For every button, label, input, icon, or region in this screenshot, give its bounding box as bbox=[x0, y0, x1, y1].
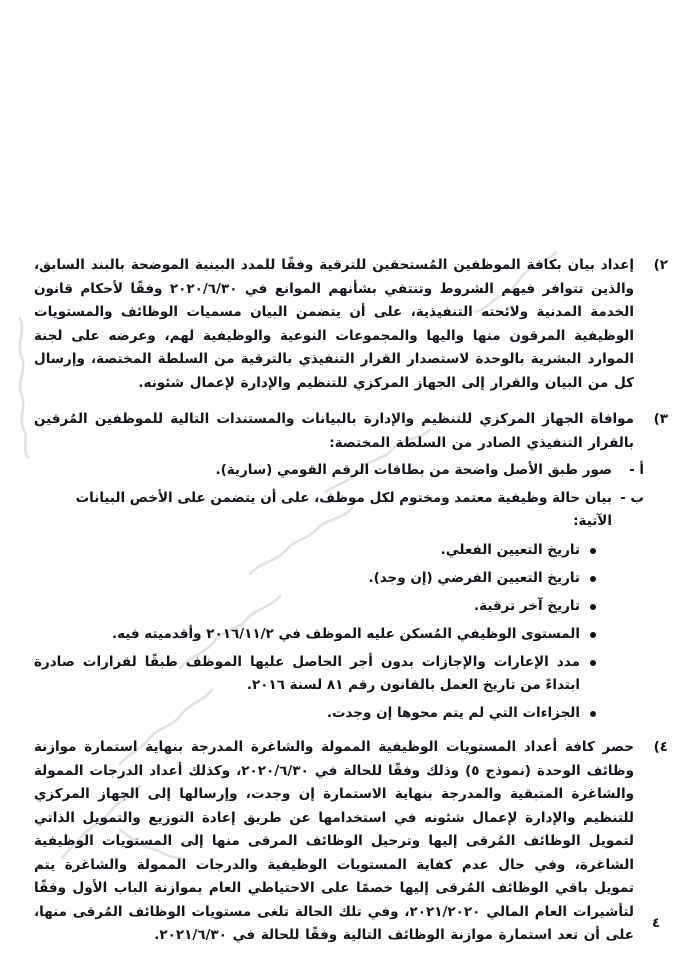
bullet-text: تاريخ آخر ترقية. bbox=[474, 597, 580, 614]
bullet-item bbox=[34, 651, 596, 698]
item-4-text: حصر كافة أعداد المستويات الوظيفية الممولة والشاغرة المدرجة بنهاية استمارة موازنة وظائف الوحدة (نموذج ٥) وذلك وفقًا للحالة في ٢٠٢٠/٦/٣٠، وكذلك أعداد الدرجات الممولة والشاغرة المتبقية والمدرجة بنهاية الاستمارة إن وجدت، وإرسالها إلى الجهاز المركزي للتنظيم والإدارة لإعمال شئونه في استخدامها عن طريق إعادة التوزيع والتمويل الذاتي لتمويل الوظائف المُرقى إليها وترحيل الوظائف المرقى منها إلى المستويات الوظيفية الشاغرة، وفي حال عدم كفاية المستويات الوظيفية والدرجات الممولة والشاغرة يتم تمويل باقي الوظائف المُرقى إليها خصمًا على الاحتياطي العام بموازنة الباب الأول وفقًا لتأشيرات العام المالي ٢٠٢١/٢٠٢٠، وفي تلك الحالة تلغى مستويات الوظائف المُرقى منها، على أن تعد استمارة موازنة الوظائف التالية وفقًا للحالة في ٢٠٢١/٦/٣٠. bbox=[34, 739, 634, 943]
bullet-dot-icon bbox=[590, 660, 596, 666]
sub-item-b-text: بيان حالة وظيفية معتمد ومختوم لكل موظف، على أن يتضمن على الأخص البيانات الآتية: bbox=[75, 489, 612, 529]
bullet-text: المستوى الوظيفي المُسكن عليه الموظف في ٢٠١٦/١١/٢ وأقدميته فيه. bbox=[111, 625, 580, 642]
item-3-marker: ٣) bbox=[653, 411, 668, 427]
bullet-dot-icon bbox=[590, 576, 596, 582]
bullet-item bbox=[34, 595, 596, 619]
bullet-item bbox=[34, 539, 596, 563]
bullet-text: تاريخ التعيين الفرضي (إن وجد). bbox=[368, 569, 580, 586]
numbered-item-2 bbox=[34, 254, 668, 395]
sub-item-a-marker: أ - bbox=[629, 462, 644, 478]
sub-item-a bbox=[34, 459, 644, 483]
bullet-item bbox=[34, 702, 596, 726]
bullet-text: الجزاءات التي لم يتم محوها إن وجدت. bbox=[326, 705, 580, 721]
bullet-dot-icon bbox=[590, 548, 596, 554]
bullet-list bbox=[34, 539, 596, 726]
sub-item-b bbox=[34, 487, 644, 534]
bullet-text: مدد الإعارات والإجازات بدون أجر الحاصل عليها الموظف طبقًا لقرارات صادرة ابتداءً من تاريخ العمل بالقانون رقم ٨١ لسنة ٢٠١٦. bbox=[34, 653, 580, 693]
item-3-text: موافاة الجهاز المركزي للتنظيم والإدارة بالبيانات والمستندات التالية للموظفين المُرقين بالقرار التنفيذي الصادر من السلطة المختصة: bbox=[34, 411, 634, 451]
spacer bbox=[34, 395, 668, 408]
numbered-item-3 bbox=[34, 408, 668, 455]
bullet-item bbox=[34, 567, 596, 591]
item-2-marker: ٢) bbox=[653, 257, 668, 273]
bullet-item bbox=[34, 623, 596, 647]
bullet-dot-icon bbox=[590, 632, 596, 638]
bullet-dot-icon bbox=[590, 604, 596, 610]
document-body bbox=[34, 254, 668, 948]
sub-item-b-marker: ب - bbox=[620, 489, 644, 506]
numbered-item-4 bbox=[34, 736, 668, 948]
sub-item-a-text: صور طبق الأصل واضحة من بطاقات الرقم القومي (سارية). bbox=[215, 462, 612, 478]
item-4-marker: ٤) bbox=[653, 739, 668, 755]
page-number: ٤ bbox=[652, 916, 660, 931]
item-2-text: إعداد بيان بكافة الموظفين المُستحقين للترقية وفقًا للمدد البينية الموضحة بالبند السابق، والذين تتوافر فيهم الشروط وتنتفي بشأنهم الموانع في ٢٠٢٠/٦/٣٠ وفقًا لأحكام قانون الخدمة المدنية ولائحته التنفيذية، على أن يتضمن البيان مسميات الوظائف والمستويات الوظيفية المرقون منها واليها والمجموعات النوعية والوظيفية لهم، وعرضه على لجنة الموارد البشرية بالوحدة لاستصدار القرار التنفيذي بالترقية من السلطة المختصة، وإرسال كل من البيان والقرار إلى الجهاز المركزي للتنظيم والإدارة لإعمال شئونه. bbox=[34, 257, 634, 391]
bullet-dot-icon bbox=[590, 711, 596, 717]
bullet-text: تاريخ التعيين الفعلي. bbox=[440, 541, 580, 558]
